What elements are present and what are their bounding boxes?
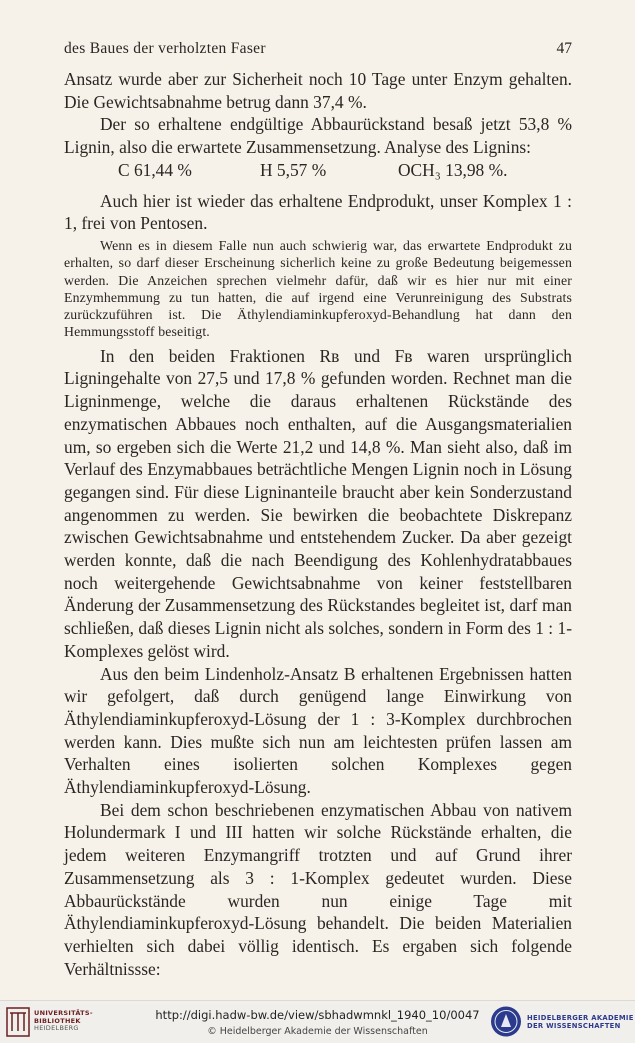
university-library-label: UNIVERSITÄTS- BIBLIOTHEK HEIDELBERG bbox=[34, 1009, 93, 1032]
running-header bbox=[64, 40, 572, 64]
paragraph-1: Ansatz wurde aber zur Sicherheit noch 10 Tage unter Enzym gehalten. Die Gewichtsabnahme betrug dann 37,4 %. bbox=[64, 69, 572, 112]
paragraph-3: Auch hier ist wieder das erhaltene Endprodukt, unser Komplex 1 : 1, frei von Pentosen. bbox=[64, 190, 572, 234]
paragraph-2: Der so erhaltene endgültige Abbaurückstand besaß jetzt 53,8 % Lignin, also die erwartete Zusammensetzung. Analyse des Lignins: bbox=[64, 114, 572, 158]
analysis-methoxyl: OCH₃ 13,98 %. bbox=[398, 159, 508, 180]
analysis-carbon: C 61,44 % bbox=[118, 159, 192, 180]
permalink-url[interactable]: http://digi.hadw-bw.de/view/sbhadwmnkl_1940_10/0047 bbox=[155, 1008, 480, 1022]
page-number: 47 bbox=[556, 40, 572, 57]
academy-seal-icon bbox=[490, 1005, 522, 1038]
running-title: des Baues der verholzten Faser bbox=[64, 40, 266, 57]
digitization-footer bbox=[0, 1000, 635, 1043]
analysis-hydrogen: H 5,57 % bbox=[260, 159, 327, 180]
small-print-note: Wenn es in diesem Falle nun auch schwierig war, das erwartete Endprodukt zu erhalten, so darf dieser Erscheinung sicherlich keine zu große Bedeutung beigemessen werden. Die Anzeichen sprechen vielmehr dafür, daß wir es hier nur mit einer Enzymhemmung zu tun hatten, die auf irgend eine Verunreinigung des Substrats zurückzuführen ist. Die Äthylendiaminkupferoxyd-Behandlung hat dann den Hemmungsstoff beseitigt. bbox=[64, 237, 572, 340]
body-text bbox=[64, 68, 572, 980]
paragraph-4: In den beiden Fraktionen Rʙ und Fʙ waren ursprünglich Ligningehalte von 27,5 und 17,8 % gefunden worden. Rechnet man die Ligninmenge, welche die daraus erhaltenen Rückstände des enzymatischen Abbaues noch enthalten, auf die Ausgangsmaterialien um, so ergeben sich die Werte 21,2 und 14,8 %. Man sieht also, daß im Verlauf des Enzymabbaues beträchtliche Mengen Lignin noch in Lösung gegangen sind. Für diese Ligninanteile braucht aber kein Sonderzustand angenommen zu werden. Sie bewirken die beobachtete Diskrepanz zwischen Gewichtsabnahme und entstehendem Zucker. Da aber gezeigt werden konnte, daß die nach Beendigung des Kohlenhydratabbaues noch weitergehende Gewichtsabnahme von keiner feststellbaren Änderung der Zusammensetzung des Rückstandes begleitet ist, darf man schließen, daß dieses Lignin nicht als solches, sondern in Form des 1 : 1-Komplexes gelöst wird. bbox=[64, 345, 572, 661]
paragraph-5: Aus den beim Lindenholz-Ansatz B erhaltenen Ergebnissen hatten wir gefolgert, daß durch genügend lange Einwirkung von Äthylendiaminkupferoxyd-Lösung der 1 : 3-Komplex durchbrochen werden kann. Dies mußte sich nun am leichtesten prüfen lassen am Verhalten eines isolierten solchen Komplexes gegen Äthylendiaminkupferoxyd-Lösung. bbox=[64, 663, 572, 798]
paragraph-6: Bei dem schon beschriebenen enzymatischen Abbau von nativem Holundermark I und III hatten wir solche Rückstände erhalten, die jedem weiteren Enzymangriff trotzten und auf Grund ihrer Zusammensetzung als 3 : 1-Komplex gedeutet wurden. Diese Abbaurückstände wurden nun einige Tage mit Äthylendiaminkupferoxyd-Lösung behandelt. Die beiden Materialien verhielten sich dabei völlig identisch. Es ergaben sich folgende Verhältnissse: bbox=[64, 799, 572, 979]
copyright-notice: © Heidelberger Akademie der Wissenschaften bbox=[207, 1026, 428, 1037]
academy-label: HEIDELBERGER AKADEMIE DER WISSENSCHAFTEN bbox=[527, 1014, 634, 1030]
lignin-analysis bbox=[64, 159, 572, 182]
